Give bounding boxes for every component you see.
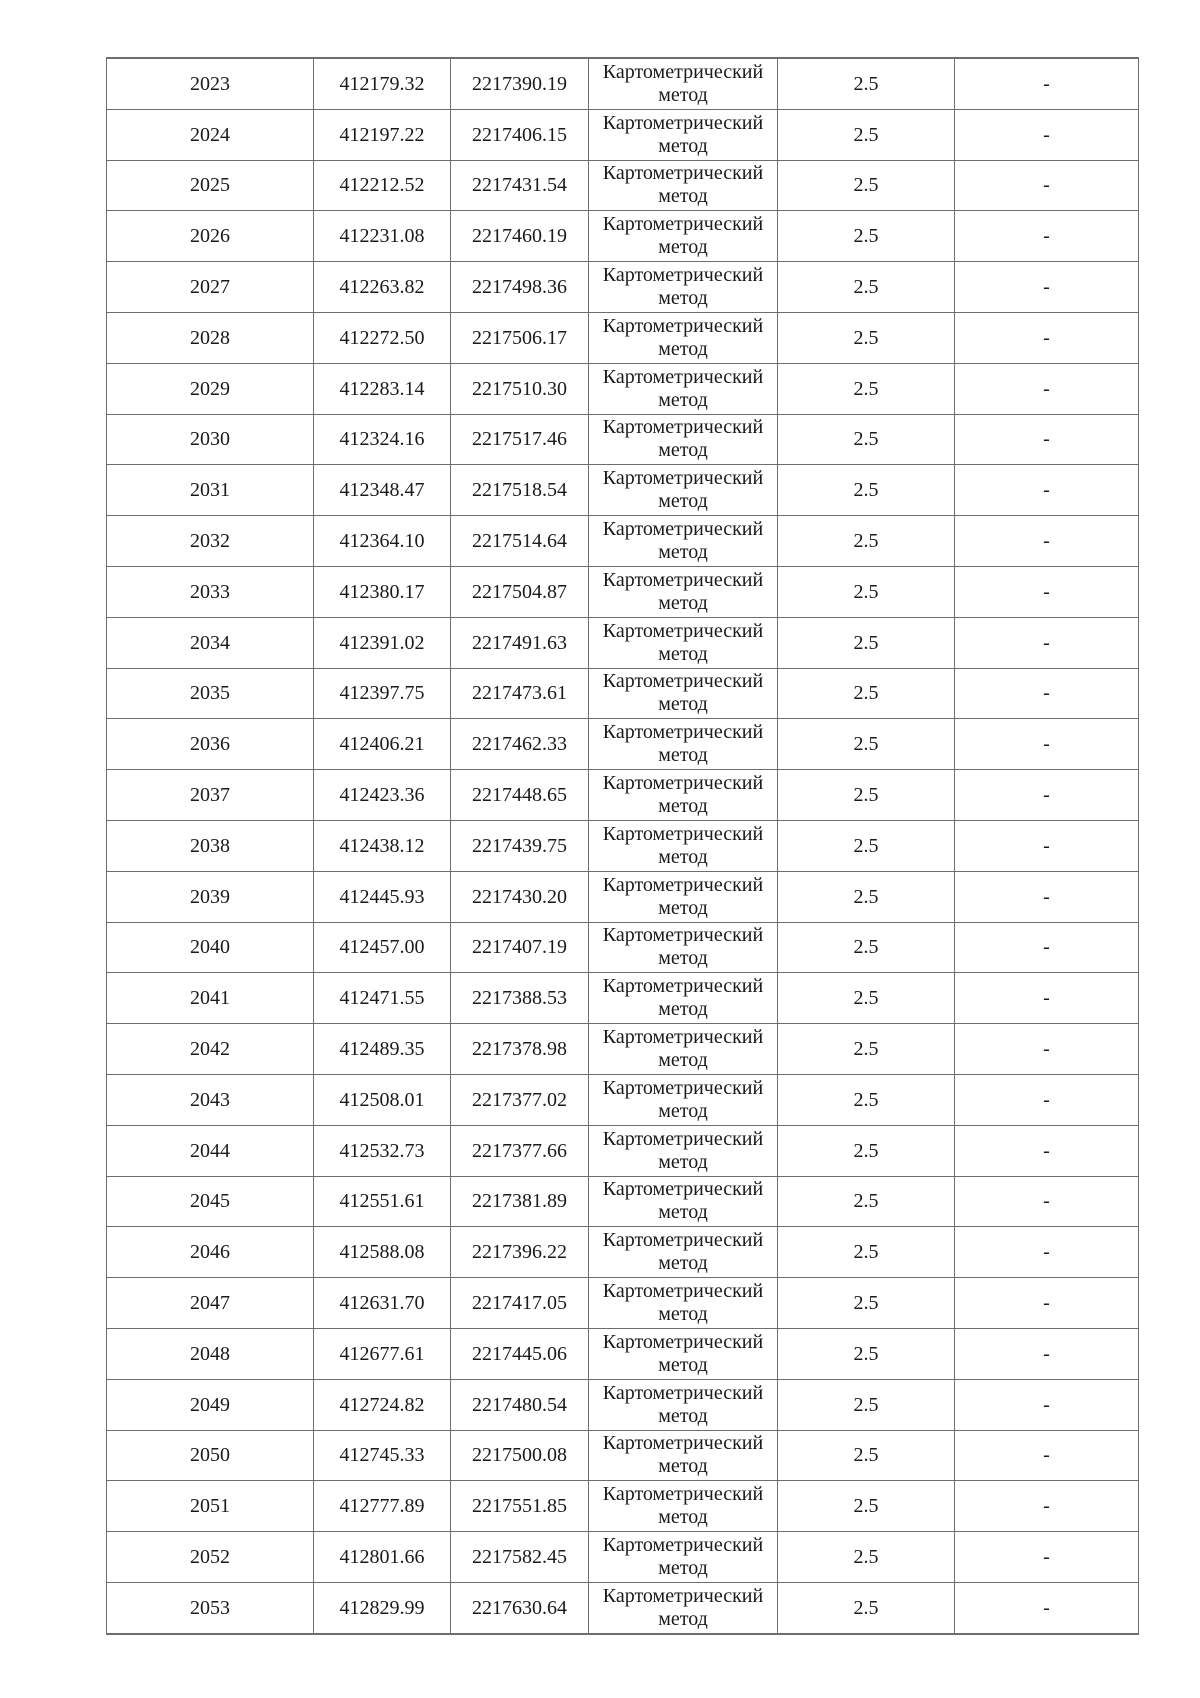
method-text-line-1: Картометрический <box>602 1584 764 1607</box>
y-coordinate-cell: 2217510.30 <box>451 363 589 414</box>
y-coordinate-cell: 2217500.08 <box>451 1430 589 1481</box>
method-text-line-1: Картометрический <box>602 1127 764 1150</box>
accuracy-cell: 2.5 <box>778 1024 955 1075</box>
method-text-line-2: метод <box>658 337 708 360</box>
method-cell <box>589 820 778 871</box>
table-row <box>107 58 1139 109</box>
note-cell: - <box>955 1328 1139 1379</box>
note-cell: - <box>955 1227 1139 1278</box>
coordinates-table <box>106 57 1139 1635</box>
method-cell <box>589 617 778 668</box>
method-text-line-1: Картометрический <box>602 1381 764 1404</box>
method-text-line-2: метод <box>658 388 708 411</box>
y-coordinate-cell: 2217430.20 <box>451 871 589 922</box>
point-number-cell: 2031 <box>107 465 314 516</box>
accuracy-cell: 2.5 <box>778 516 955 567</box>
method-cell <box>589 770 778 821</box>
note-cell: - <box>955 922 1139 973</box>
method-cell <box>589 262 778 313</box>
y-coordinate-cell: 2217431.54 <box>451 160 589 211</box>
point-number-cell: 2032 <box>107 516 314 567</box>
y-coordinate-cell: 2217377.66 <box>451 1125 589 1176</box>
accuracy-cell: 2.5 <box>778 58 955 109</box>
y-coordinate-cell: 2217551.85 <box>451 1481 589 1532</box>
note-cell: - <box>955 617 1139 668</box>
method-text-line-2: метод <box>658 1201 708 1224</box>
method-cell <box>589 1176 778 1227</box>
method-text-line-2: метод <box>658 1049 708 1072</box>
method-text-line-1: Картометрический <box>602 721 764 744</box>
x-coordinate-cell: 412272.50 <box>314 312 451 363</box>
method-text-line-1: Картометрический <box>602 924 764 947</box>
table-row <box>107 516 1139 567</box>
table-row <box>107 1328 1139 1379</box>
table-row <box>107 617 1139 668</box>
method-text-line-1: Картометрический <box>602 1076 764 1099</box>
point-number-cell: 2023 <box>107 58 314 109</box>
x-coordinate-cell: 412324.16 <box>314 414 451 465</box>
note-cell: - <box>955 871 1139 922</box>
point-number-cell: 2052 <box>107 1532 314 1583</box>
accuracy-cell: 2.5 <box>778 1328 955 1379</box>
method-text-line-1: Картометрический <box>602 975 764 998</box>
note-cell: - <box>955 1532 1139 1583</box>
x-coordinate-cell: 412423.36 <box>314 770 451 821</box>
x-coordinate-cell: 412724.82 <box>314 1379 451 1430</box>
table-row <box>107 363 1139 414</box>
method-text-line-2: метод <box>658 1506 708 1529</box>
y-coordinate-cell: 2217445.06 <box>451 1328 589 1379</box>
y-coordinate-cell: 2217407.19 <box>451 922 589 973</box>
x-coordinate-cell: 412263.82 <box>314 262 451 313</box>
method-text-line-2: метод <box>658 1353 708 1376</box>
x-coordinate-cell: 412348.47 <box>314 465 451 516</box>
x-coordinate-cell: 412777.89 <box>314 1481 451 1532</box>
y-coordinate-cell: 2217498.36 <box>451 262 589 313</box>
table-row <box>107 1125 1139 1176</box>
note-cell: - <box>955 719 1139 770</box>
method-text-line-1: Картометрический <box>602 416 764 439</box>
table-row <box>107 1430 1139 1481</box>
method-text-line-2: метод <box>658 185 708 208</box>
x-coordinate-cell: 412588.08 <box>314 1227 451 1278</box>
method-text-line-2: метод <box>658 134 708 157</box>
note-cell: - <box>955 1481 1139 1532</box>
y-coordinate-cell: 2217491.63 <box>451 617 589 668</box>
accuracy-cell: 2.5 <box>778 1278 955 1329</box>
method-text-line-1: Картометрический <box>602 670 764 693</box>
method-text-line-1: Картометрический <box>602 1534 764 1556</box>
point-number-cell: 2047 <box>107 1278 314 1329</box>
point-number-cell: 2042 <box>107 1024 314 1075</box>
note-cell: - <box>955 770 1139 821</box>
method-text-line-2: метод <box>658 845 708 868</box>
y-coordinate-cell: 2217504.87 <box>451 566 589 617</box>
method-cell <box>589 363 778 414</box>
note-cell: - <box>955 1125 1139 1176</box>
method-text-line-2: метод <box>658 1607 708 1630</box>
x-coordinate-cell: 412508.01 <box>314 1074 451 1125</box>
method-text-line-2: метод <box>658 693 708 716</box>
point-number-cell: 2026 <box>107 211 314 262</box>
method-text-line-1: Картометрический <box>602 619 764 642</box>
method-text-line-1: Картометрический <box>602 1026 764 1049</box>
x-coordinate-cell: 412677.61 <box>314 1328 451 1379</box>
point-number-cell: 2024 <box>107 109 314 160</box>
method-text-line-2: метод <box>658 490 708 513</box>
x-coordinate-cell: 412532.73 <box>314 1125 451 1176</box>
y-coordinate-cell: 2217506.17 <box>451 312 589 363</box>
method-cell <box>589 109 778 160</box>
x-coordinate-cell: 412364.10 <box>314 516 451 567</box>
table-row <box>107 160 1139 211</box>
method-text-line-2: метод <box>658 236 708 259</box>
method-cell <box>589 922 778 973</box>
method-text-line-1: Картометрический <box>602 365 764 388</box>
table-row <box>107 211 1139 262</box>
accuracy-cell: 2.5 <box>778 871 955 922</box>
y-coordinate-cell: 2217381.89 <box>451 1176 589 1227</box>
y-coordinate-cell: 2217517.46 <box>451 414 589 465</box>
method-text-line-1: Картометрический <box>602 162 764 185</box>
table-row <box>107 566 1139 617</box>
method-text-line-2: метод <box>658 1303 708 1326</box>
note-cell: - <box>955 414 1139 465</box>
table-row <box>107 719 1139 770</box>
method-cell <box>589 1532 778 1583</box>
method-cell <box>589 1074 778 1125</box>
point-number-cell: 2043 <box>107 1074 314 1125</box>
table-row <box>107 1024 1139 1075</box>
accuracy-cell: 2.5 <box>778 922 955 973</box>
point-number-cell: 2034 <box>107 617 314 668</box>
table-row <box>107 1176 1139 1227</box>
note-cell: - <box>955 312 1139 363</box>
accuracy-cell: 2.5 <box>778 1125 955 1176</box>
method-cell <box>589 719 778 770</box>
point-number-cell: 2028 <box>107 312 314 363</box>
method-text-line-1: Картометрический <box>602 213 764 236</box>
y-coordinate-cell: 2217460.19 <box>451 211 589 262</box>
table-row <box>107 1582 1139 1633</box>
y-coordinate-cell: 2217439.75 <box>451 820 589 871</box>
accuracy-cell: 2.5 <box>778 1481 955 1532</box>
method-cell <box>589 1430 778 1481</box>
note-cell: - <box>955 1278 1139 1329</box>
accuracy-cell: 2.5 <box>778 973 955 1024</box>
method-text-line-1: Картометрический <box>602 568 764 591</box>
method-cell <box>589 414 778 465</box>
point-number-cell: 2029 <box>107 363 314 414</box>
x-coordinate-cell: 412471.55 <box>314 973 451 1024</box>
y-coordinate-cell: 2217514.64 <box>451 516 589 567</box>
note-cell: - <box>955 566 1139 617</box>
point-number-cell: 2027 <box>107 262 314 313</box>
method-text-line-1: Картометрический <box>602 1330 764 1353</box>
table-row <box>107 820 1139 871</box>
accuracy-cell: 2.5 <box>778 363 955 414</box>
accuracy-cell: 2.5 <box>778 1176 955 1227</box>
point-number-cell: 2050 <box>107 1430 314 1481</box>
x-coordinate-cell: 412212.52 <box>314 160 451 211</box>
note-cell: - <box>955 262 1139 313</box>
x-coordinate-cell: 412445.93 <box>314 871 451 922</box>
method-text-line-2: метод <box>658 1557 708 1579</box>
table-row <box>107 770 1139 821</box>
x-coordinate-cell: 412801.66 <box>314 1532 451 1583</box>
method-cell <box>589 1278 778 1329</box>
note-cell: - <box>955 465 1139 516</box>
method-cell <box>589 1227 778 1278</box>
method-text-line-2: метод <box>658 541 708 564</box>
method-cell <box>589 516 778 567</box>
point-number-cell: 2045 <box>107 1176 314 1227</box>
method-text-line-2: метод <box>658 83 708 106</box>
coordinates-table-body <box>107 58 1139 1634</box>
method-cell <box>589 973 778 1024</box>
accuracy-cell: 2.5 <box>778 770 955 821</box>
x-coordinate-cell: 412631.70 <box>314 1278 451 1329</box>
note-cell: - <box>955 58 1139 109</box>
note-cell: - <box>955 363 1139 414</box>
y-coordinate-cell: 2217582.45 <box>451 1532 589 1583</box>
x-coordinate-cell: 412438.12 <box>314 820 451 871</box>
method-cell <box>589 1328 778 1379</box>
note-cell: - <box>955 668 1139 719</box>
method-text-line-2: метод <box>658 998 708 1021</box>
method-cell <box>589 160 778 211</box>
point-number-cell: 2025 <box>107 160 314 211</box>
accuracy-cell: 2.5 <box>778 617 955 668</box>
accuracy-cell: 2.5 <box>778 109 955 160</box>
table-row <box>107 1379 1139 1430</box>
method-text-line-2: метод <box>658 896 708 919</box>
accuracy-cell: 2.5 <box>778 566 955 617</box>
accuracy-cell: 2.5 <box>778 465 955 516</box>
y-coordinate-cell: 2217378.98 <box>451 1024 589 1075</box>
note-cell: - <box>955 160 1139 211</box>
table-row <box>107 871 1139 922</box>
table-row <box>107 109 1139 160</box>
table-row <box>107 465 1139 516</box>
point-number-cell: 2048 <box>107 1328 314 1379</box>
x-coordinate-cell: 412197.22 <box>314 109 451 160</box>
accuracy-cell: 2.5 <box>778 719 955 770</box>
method-cell <box>589 668 778 719</box>
table-row <box>107 1074 1139 1125</box>
note-cell: - <box>955 1074 1139 1125</box>
method-cell <box>589 1481 778 1532</box>
table-row <box>107 1278 1139 1329</box>
note-cell: - <box>955 1024 1139 1075</box>
note-cell: - <box>955 516 1139 567</box>
note-cell: - <box>955 1582 1139 1633</box>
method-text-line-2: метод <box>658 591 708 614</box>
y-coordinate-cell: 2217630.64 <box>451 1582 589 1633</box>
accuracy-cell: 2.5 <box>778 1532 955 1583</box>
x-coordinate-cell: 412231.08 <box>314 211 451 262</box>
y-coordinate-cell: 2217396.22 <box>451 1227 589 1278</box>
x-coordinate-cell: 412406.21 <box>314 719 451 770</box>
method-cell <box>589 1582 778 1633</box>
method-text-line-2: метод <box>658 1455 708 1478</box>
table-row <box>107 1481 1139 1532</box>
y-coordinate-cell: 2217473.61 <box>451 668 589 719</box>
point-number-cell: 2039 <box>107 871 314 922</box>
method-text-line-2: метод <box>658 1150 708 1173</box>
method-cell <box>589 211 778 262</box>
method-text-line-1: Картометрический <box>602 1178 764 1201</box>
y-coordinate-cell: 2217448.65 <box>451 770 589 821</box>
point-number-cell: 2049 <box>107 1379 314 1430</box>
point-number-cell: 2041 <box>107 973 314 1024</box>
note-cell: - <box>955 1176 1139 1227</box>
x-coordinate-cell: 412179.32 <box>314 58 451 109</box>
method-text-line-2: метод <box>658 439 708 462</box>
x-coordinate-cell: 412283.14 <box>314 363 451 414</box>
method-text-line-1: Картометрический <box>602 1229 764 1252</box>
point-number-cell: 2037 <box>107 770 314 821</box>
point-number-cell: 2036 <box>107 719 314 770</box>
note-cell: - <box>955 1379 1139 1430</box>
note-cell: - <box>955 211 1139 262</box>
x-coordinate-cell: 412489.35 <box>314 1024 451 1075</box>
accuracy-cell: 2.5 <box>778 160 955 211</box>
table-row <box>107 1227 1139 1278</box>
point-number-cell: 2030 <box>107 414 314 465</box>
x-coordinate-cell: 412391.02 <box>314 617 451 668</box>
method-text-line-1: Картометрический <box>602 111 764 134</box>
point-number-cell: 2046 <box>107 1227 314 1278</box>
table-row <box>107 312 1139 363</box>
method-text-line-1: Картометрический <box>602 772 764 795</box>
accuracy-cell: 2.5 <box>778 211 955 262</box>
method-text-line-2: метод <box>658 1099 708 1122</box>
table-row <box>107 922 1139 973</box>
method-cell <box>589 312 778 363</box>
x-coordinate-cell: 412551.61 <box>314 1176 451 1227</box>
method-cell <box>589 1379 778 1430</box>
method-text-line-2: метод <box>658 642 708 665</box>
accuracy-cell: 2.5 <box>778 1379 955 1430</box>
method-cell <box>589 871 778 922</box>
table-row <box>107 262 1139 313</box>
x-coordinate-cell: 412397.75 <box>314 668 451 719</box>
table-row <box>107 414 1139 465</box>
method-cell <box>589 465 778 516</box>
table-row <box>107 668 1139 719</box>
method-text-line-1: Картометрический <box>602 1280 764 1303</box>
y-coordinate-cell: 2217388.53 <box>451 973 589 1024</box>
accuracy-cell: 2.5 <box>778 1582 955 1633</box>
method-text-line-2: метод <box>658 795 708 818</box>
method-text-line-2: метод <box>658 947 708 970</box>
table-row <box>107 1532 1139 1583</box>
method-text-line-1: Картометрический <box>602 873 764 896</box>
method-text-line-1: Картометрический <box>602 822 764 845</box>
point-number-cell: 2044 <box>107 1125 314 1176</box>
method-text-line-2: метод <box>658 744 708 767</box>
note-cell: - <box>955 820 1139 871</box>
y-coordinate-cell: 2217518.54 <box>451 465 589 516</box>
accuracy-cell: 2.5 <box>778 262 955 313</box>
method-cell <box>589 1024 778 1075</box>
method-text-line-1: Картометрический <box>602 1483 764 1506</box>
method-text-line-2: метод <box>658 1404 708 1427</box>
point-number-cell: 2038 <box>107 820 314 871</box>
method-cell <box>589 566 778 617</box>
method-text-line-1: Картометрический <box>602 518 764 541</box>
y-coordinate-cell: 2217417.05 <box>451 1278 589 1329</box>
method-text-line-2: метод <box>658 287 708 310</box>
accuracy-cell: 2.5 <box>778 312 955 363</box>
method-text-line-2: метод <box>658 1252 708 1275</box>
y-coordinate-cell: 2217390.19 <box>451 58 589 109</box>
point-number-cell: 2033 <box>107 566 314 617</box>
method-text-line-1: Картометрический <box>602 1432 764 1455</box>
note-cell: - <box>955 109 1139 160</box>
x-coordinate-cell: 412829.99 <box>314 1582 451 1633</box>
x-coordinate-cell: 412457.00 <box>314 922 451 973</box>
method-cell <box>589 58 778 109</box>
method-text-line-1: Картометрический <box>602 60 764 83</box>
y-coordinate-cell: 2217377.02 <box>451 1074 589 1125</box>
point-number-cell: 2040 <box>107 922 314 973</box>
accuracy-cell: 2.5 <box>778 414 955 465</box>
table-row <box>107 973 1139 1024</box>
point-number-cell: 2051 <box>107 1481 314 1532</box>
note-cell: - <box>955 973 1139 1024</box>
method-text-line-1: Картометрический <box>602 467 764 490</box>
x-coordinate-cell: 412745.33 <box>314 1430 451 1481</box>
method-cell <box>589 1125 778 1176</box>
method-text-line-1: Картометрический <box>602 314 764 337</box>
point-number-cell: 2035 <box>107 668 314 719</box>
note-cell: - <box>955 1430 1139 1481</box>
accuracy-cell: 2.5 <box>778 1074 955 1125</box>
y-coordinate-cell: 2217406.15 <box>451 109 589 160</box>
accuracy-cell: 2.5 <box>778 820 955 871</box>
method-text-line-1: Картометрический <box>602 264 764 287</box>
accuracy-cell: 2.5 <box>778 1227 955 1278</box>
y-coordinate-cell: 2217462.33 <box>451 719 589 770</box>
point-number-cell: 2053 <box>107 1582 314 1633</box>
accuracy-cell: 2.5 <box>778 668 955 719</box>
y-coordinate-cell: 2217480.54 <box>451 1379 589 1430</box>
x-coordinate-cell: 412380.17 <box>314 566 451 617</box>
accuracy-cell: 2.5 <box>778 1430 955 1481</box>
